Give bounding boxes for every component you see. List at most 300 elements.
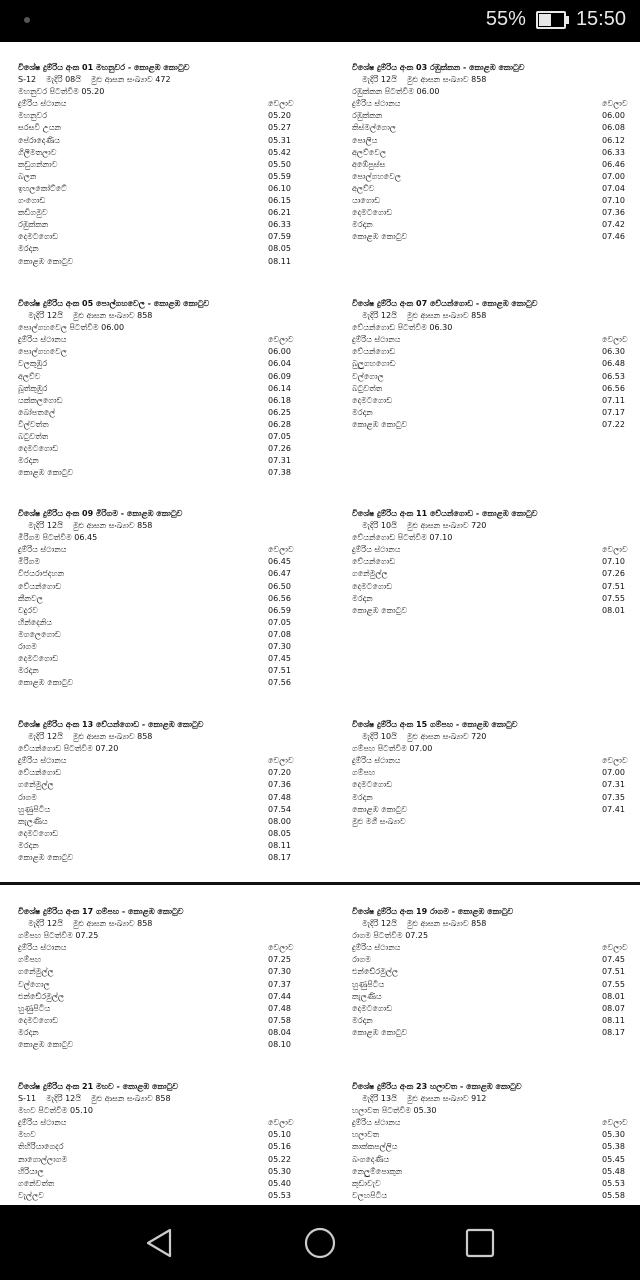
station-time: 07.58 [268, 1015, 291, 1025]
table-row [18, 358, 296, 370]
status-bar [0, 0, 640, 42]
departure-time: වේයන්ගොඩ පිටත්වීම 07.10 [352, 533, 453, 543]
station-time: 07.17 [602, 407, 625, 417]
train-block [18, 906, 296, 1051]
station-time: 07.30 [268, 642, 291, 652]
train-block [352, 298, 630, 431]
station-name: කොළඹ කොටුව [352, 232, 408, 242]
station-header: දුම්රිය ස්ථානය [352, 545, 401, 555]
station-time: 06.46 [602, 159, 625, 169]
station-time: 05.20 [268, 111, 291, 121]
station-name: අඹේපුස්ස [352, 159, 386, 169]
table-row [18, 966, 296, 978]
station-time: 05.38 [602, 1142, 625, 1152]
station-name: රඹුක්කන [18, 220, 49, 230]
table-row [18, 256, 296, 268]
table-row [352, 1015, 630, 1027]
station-time: 05.10 [268, 1130, 291, 1140]
table-row [18, 1129, 296, 1141]
train-block [352, 62, 630, 243]
table-row [18, 383, 296, 395]
station-name: පොලිය [352, 135, 378, 145]
table-row [18, 243, 296, 255]
station-time: 06.25 [268, 407, 291, 417]
table-row [352, 407, 630, 419]
table-row [352, 954, 630, 966]
station-time: 07.36 [268, 780, 291, 790]
station-header: දුම්රිය ස්ථානය [18, 545, 67, 555]
station-time: 07.37 [268, 979, 291, 989]
station-time: 07.45 [602, 955, 625, 965]
station-time: 07.31 [602, 780, 625, 790]
station-name: කැලණිය [18, 816, 48, 826]
carriage-count: මැදිරි 12යි [28, 311, 63, 321]
table-row [352, 792, 630, 804]
station-header: දුම්රිය ස්ථානය [352, 99, 401, 109]
station-name: කොළඹ කොටුව [18, 256, 74, 266]
station-name: දෙමටගොඩ [18, 232, 59, 242]
table-header [352, 98, 630, 110]
train-title: විශේෂ දුම්රිය අංක 23 හලාවත - කොළඹ කොටුව [352, 1082, 522, 1091]
home-icon[interactable] [302, 1225, 338, 1261]
station-name: මරදාන [352, 407, 373, 417]
train-code: S-12 [18, 75, 37, 85]
station-name: වීල්වත්ත [18, 419, 49, 429]
station-time: 07.45 [268, 654, 291, 664]
table-row [352, 371, 630, 383]
time-header: වෙලාව [602, 99, 628, 109]
table-row [18, 183, 296, 195]
station-time: 06.15 [268, 196, 291, 206]
table-row [18, 1154, 296, 1166]
station-name: ගිලීමතලාව [18, 147, 57, 157]
time-header: වෙලාව [268, 335, 294, 345]
station-name: මරදාන [18, 1027, 39, 1037]
station-name: කඩුගන්නාව [18, 159, 58, 169]
station-name: දෙමටගොඩ [352, 780, 393, 790]
station-name: පේරාදෙණිය [18, 135, 61, 145]
back-icon[interactable] [142, 1225, 178, 1261]
station-name: බටුවත්ත [18, 432, 49, 442]
station-header: දුම්රිය ස්ථානය [18, 99, 67, 109]
table-row [18, 804, 296, 816]
time-header: වෙලාව [602, 756, 628, 766]
station-time: 05.31 [268, 135, 291, 145]
station-time: 08.01 [602, 605, 625, 615]
timetable-page-2 [0, 886, 640, 1205]
station-name: දෙමටගොඩ [18, 444, 59, 454]
station-time: 07.25 [268, 955, 291, 965]
station-name: දෙමටගොඩ [352, 581, 393, 591]
station-time: 07.51 [602, 967, 625, 977]
station-time: 07.55 [602, 979, 625, 989]
station-name: ඉහලකෝට්ටේ [18, 183, 67, 193]
station-name: මරදාන [352, 593, 373, 603]
station-name: රාගම [352, 955, 371, 965]
station-name: කොළඹ කොටුව [352, 804, 408, 814]
table-row [18, 1178, 296, 1190]
table-header [352, 755, 630, 767]
station-name: දෙමටගොඩ [352, 208, 393, 218]
station-name: ගම්පහ [352, 768, 376, 778]
table-row [18, 443, 296, 455]
station-time: 07.46 [602, 232, 625, 242]
station-time: 07.10 [602, 196, 625, 206]
station-header: දුම්රිය ස්ථානය [18, 1118, 67, 1128]
station-name: කොළඹ කොටුව [352, 419, 408, 429]
station-name: වැල්ලව [18, 1190, 44, 1200]
table-row [18, 677, 296, 689]
table-row [18, 1141, 296, 1153]
station-time: 06.56 [602, 383, 625, 393]
table-row [352, 581, 630, 593]
table-row [18, 207, 296, 219]
seat-count: මුළු ආසන සංඛ්‍යාව 472 [91, 75, 171, 85]
station-time: 07.22 [602, 419, 625, 429]
station-name: කොළඹ කොටුව [18, 468, 74, 478]
train-info [352, 918, 630, 930]
table-row [352, 419, 630, 431]
table-row [18, 991, 296, 1003]
station-name: මරදාන [352, 220, 373, 230]
station-name: බටුවත්ත [352, 383, 383, 393]
departure-time: රාගම පිටත්වීම 07.25 [352, 931, 429, 941]
station-header: දුම්රිය ස්ථානය [352, 756, 401, 766]
train-block [18, 298, 296, 479]
table-row [352, 147, 630, 159]
table-row [18, 1039, 296, 1051]
table-row [18, 828, 296, 840]
train-block [352, 1081, 630, 1202]
table-row [18, 135, 296, 147]
station-time: 05.40 [268, 1178, 291, 1188]
table-row [18, 792, 296, 804]
table-row [18, 407, 296, 419]
station-time: 06.56 [268, 593, 291, 603]
station-time: 06.08 [602, 123, 625, 133]
station-name: කැලණිය [352, 991, 382, 1001]
table-row [18, 1003, 296, 1015]
train-info [18, 1093, 296, 1105]
station-time: 07.26 [268, 444, 291, 454]
station-name: අලව්ව [352, 183, 375, 193]
station-name: දෙමටගොඩ [352, 395, 393, 405]
station-time: 07.26 [602, 569, 625, 579]
station-name: කොළඹ කොටුව [352, 1027, 408, 1037]
table-header [18, 98, 296, 110]
station-name: ගනේමුල්ල [352, 569, 388, 579]
station-name: දෙමටගොඩ [18, 654, 59, 664]
station-name: කීනවල [18, 593, 43, 603]
time-header: වෙලාව [268, 1118, 294, 1128]
station-time: 07.08 [268, 629, 291, 639]
table-row [352, 1003, 630, 1015]
station-name: වලහපිටිය [352, 1190, 388, 1200]
station-name: කොළඹ කොටුව [18, 678, 74, 688]
table-header [352, 544, 630, 556]
station-name: දෙමටගොඩ [18, 1015, 59, 1025]
table-row [352, 231, 630, 243]
navigation-bar [0, 1205, 640, 1280]
train-info [352, 520, 630, 532]
station-time: 06.09 [268, 371, 291, 381]
time-header: වෙලාව [268, 545, 294, 555]
table-row [18, 110, 296, 122]
table-header [352, 334, 630, 346]
station-name: බුලුගහගොඩ [352, 359, 396, 369]
station-time: 07.30 [268, 967, 291, 977]
table-row [18, 1190, 296, 1202]
station-time: 05.45 [602, 1154, 625, 1164]
station-header: දුම්රිය ස්ථානය [352, 1118, 401, 1128]
table-header [18, 1117, 296, 1129]
station-time: 05.58 [602, 1190, 625, 1200]
table-row [18, 665, 296, 677]
recent-apps-icon[interactable] [462, 1225, 498, 1261]
station-name: හුණුපිටිය [352, 979, 385, 989]
station-name: මහව [18, 1130, 36, 1140]
station-name: මුළු මගී සංඛ්‍යාව [352, 816, 406, 826]
table-row [18, 605, 296, 617]
departure-time: රඹුක්කන පිටත්වීම 06.00 [352, 87, 440, 97]
station-time: 07.41 [602, 804, 625, 814]
table-row [352, 1178, 630, 1190]
station-name: හලාවත [352, 1130, 380, 1140]
table-row [352, 122, 630, 134]
station-time: 06.28 [268, 419, 291, 429]
carriage-count: මැදිරි 12යි [28, 732, 63, 742]
station-name: එන්ඩේරමුල්ල [18, 991, 65, 1001]
table-row [352, 195, 630, 207]
table-row [352, 1129, 630, 1141]
carriage-count: මැදිරි 12යි [362, 75, 397, 85]
station-header: දුම්රිය ස්ථානය [352, 335, 401, 345]
table-row [18, 159, 296, 171]
table-row [18, 581, 296, 593]
station-time: 05.53 [268, 1190, 291, 1200]
seat-count: මුළු ආසන සංඛ්‍යාව 858 [72, 521, 153, 531]
station-time: 05.50 [268, 159, 291, 169]
station-name: කඩිගමුව [18, 208, 48, 218]
station-time: 06.14 [268, 383, 291, 393]
carriage-count: මැදිරි 10යි [362, 521, 397, 531]
table-row [352, 816, 630, 828]
table-row [18, 467, 296, 479]
station-time: 06.12 [602, 135, 625, 145]
station-time: 05.30 [268, 1166, 291, 1176]
train-title: විශේෂ දුම්රිය අංක 01 මහනුවර - කොළඹ කොටුව [18, 63, 190, 72]
table-row [352, 358, 630, 370]
table-row [18, 556, 296, 568]
station-name: නාගොල්ලාගම [18, 1154, 68, 1164]
station-time: 06.00 [602, 111, 625, 121]
station-time: 08.11 [268, 840, 291, 850]
seat-count: මුළු ආසන සංඛ්‍යාව 912 [406, 1094, 487, 1104]
train-title: විශේෂ දුම්රිය අංක 13 වේයන්ගොඩ - කොළඹ කොටුව [18, 720, 204, 729]
table-row [18, 617, 296, 629]
station-time: 07.56 [268, 678, 291, 688]
table-row [18, 147, 296, 159]
table-row [352, 1027, 630, 1039]
table-row [18, 346, 296, 358]
station-name: යක්කලගොඩ [18, 395, 63, 405]
table-row [18, 1015, 296, 1027]
train-info [18, 74, 296, 86]
station-time: 07.42 [602, 220, 625, 230]
station-time: 07.00 [602, 768, 625, 778]
station-name: පොල්ගහවෙල [18, 347, 67, 357]
table-row [18, 816, 296, 828]
seat-count: මුළු ආසන සංඛ්‍යාව 858 [72, 311, 153, 321]
station-name: හිරියාල [18, 1166, 44, 1176]
station-time: 08.10 [268, 1040, 291, 1050]
station-name: වේයන්ගොඩ [18, 768, 62, 778]
station-time: 06.59 [268, 605, 291, 615]
station-time: 06.33 [602, 147, 625, 157]
station-name: තිහිරියාගෙදර [18, 1142, 64, 1152]
table-row [352, 966, 630, 978]
seat-count: මුළු ආසන සංඛ්‍යාව 858 [72, 732, 153, 742]
train-block [18, 508, 296, 689]
station-time: 06.33 [268, 220, 291, 230]
table-row [352, 979, 630, 991]
table-row [352, 1190, 630, 1202]
station-time: 07.36 [602, 208, 625, 218]
train-block [352, 906, 630, 1039]
station-name: හුණුපිටිය [18, 1003, 51, 1013]
station-name: වේයන්ගොඩ [352, 557, 396, 567]
station-time [602, 816, 630, 828]
station-name: මරදාන [352, 792, 373, 802]
table-row [18, 219, 296, 231]
station-time: 08.11 [602, 1015, 625, 1025]
departure-time: මහව පිටත්වීම 05.10 [18, 1106, 93, 1116]
train-block [352, 719, 630, 828]
table-header [352, 942, 630, 954]
station-name: බංගදෙණිය [352, 1154, 390, 1164]
table-row [18, 979, 296, 991]
table-row [18, 1027, 296, 1039]
station-name: කොළඹ කොටුව [18, 853, 74, 863]
time-header: වෙලාව [602, 1118, 628, 1128]
station-name: ගනේමුල්ල [18, 967, 54, 977]
station-name: ගම්පහ [18, 955, 42, 965]
station-name: ගංගොඩ [18, 196, 46, 206]
station-name: පොල්ගහවෙල [352, 171, 401, 181]
table-row [352, 159, 630, 171]
table-row [18, 122, 296, 134]
station-name: මීරිගම [18, 557, 41, 567]
train-title: විශේෂ දුම්රිය අංක 17 ගම්පහ - කොළඹ කොටුව [18, 907, 184, 916]
station-time: 08.00 [268, 816, 291, 826]
table-row [352, 207, 630, 219]
table-row [352, 1154, 630, 1166]
station-name: දෙමටගොඩ [18, 828, 59, 838]
table-row [352, 171, 630, 183]
station-name: මරදාන [18, 840, 39, 850]
table-row [352, 605, 630, 617]
table-header [18, 755, 296, 767]
carriage-count: මැදිරි 12යි [362, 919, 397, 929]
clock: 15:50 [575, 8, 626, 30]
table-header [18, 942, 296, 954]
station-name: වේයන්ගොඩ [18, 581, 62, 591]
station-header: දුම්රිය ස්ථානය [18, 943, 67, 953]
table-row [352, 568, 630, 580]
table-row [352, 1166, 630, 1178]
station-name: කොළඹ කොටුව [18, 1040, 74, 1050]
station-time: 07.44 [268, 991, 291, 1001]
station-name: ගනේමුල්ල [18, 780, 54, 790]
station-time: 08.17 [602, 1027, 625, 1037]
station-time: 06.21 [268, 208, 291, 218]
train-block [18, 62, 296, 268]
station-time: 06.18 [268, 395, 291, 405]
station-name: අලව්ව [18, 371, 41, 381]
table-row [352, 110, 630, 122]
seat-count: මුළු ආසන සංඛ්‍යාව 858 [406, 75, 487, 85]
train-block [352, 508, 630, 617]
station-name: මරදාන [352, 1015, 373, 1025]
train-title: විශේෂ දුම්රිය අංක 03 රඹුක්කන - කොළඹ කොටුව [352, 63, 525, 72]
table-row [352, 219, 630, 231]
table-row [18, 431, 296, 443]
train-info [18, 731, 296, 743]
station-time: 08.11 [268, 256, 291, 266]
table-row [18, 171, 296, 183]
battery-percent: 55% [485, 8, 526, 30]
station-time: 07.35 [602, 792, 625, 802]
station-time: 08.17 [268, 853, 291, 863]
station-name: මගලෙගොඩ [18, 629, 61, 639]
table-row [352, 804, 630, 816]
station-name: යාගොඩ [352, 196, 381, 206]
table-row [18, 852, 296, 864]
station-time: 07.10 [602, 557, 625, 567]
table-row [18, 629, 296, 641]
station-time: 07.31 [268, 456, 291, 466]
table-header [18, 544, 296, 556]
station-time: 06.50 [268, 581, 291, 591]
station-time: 07.05 [268, 432, 291, 442]
station-time: 07.20 [268, 768, 291, 778]
station-time: 06.04 [268, 359, 291, 369]
station-time: 07.51 [268, 666, 291, 676]
station-name: වල්ගොල [352, 371, 384, 381]
seat-count: මුළු ආසන සංඛ්‍යාව 858 [406, 311, 487, 321]
station-time: 06.45 [268, 557, 291, 567]
station-time: 07.05 [268, 617, 291, 627]
departure-time: මහනුවර පිටත්වීම 05.20 [18, 87, 105, 97]
carriage-count: මැදිරි 08යි [46, 75, 81, 85]
table-row [352, 556, 630, 568]
battery-icon [536, 11, 566, 29]
train-info [18, 520, 296, 532]
time-header: වෙලාව [268, 99, 294, 109]
station-time: 06.00 [268, 347, 291, 357]
station-time: 07.38 [268, 468, 291, 478]
table-row [352, 593, 630, 605]
carriage-count: මැදිරි 12යි [28, 521, 63, 531]
page-divider [0, 882, 640, 885]
table-row [18, 641, 296, 653]
timetable-page-1 [0, 42, 640, 882]
time-header: වෙලාව [268, 756, 294, 766]
table-row [18, 1166, 296, 1178]
table-row [352, 395, 630, 407]
table-row [18, 455, 296, 467]
station-name: කොළඹ කොටුව [352, 605, 408, 615]
